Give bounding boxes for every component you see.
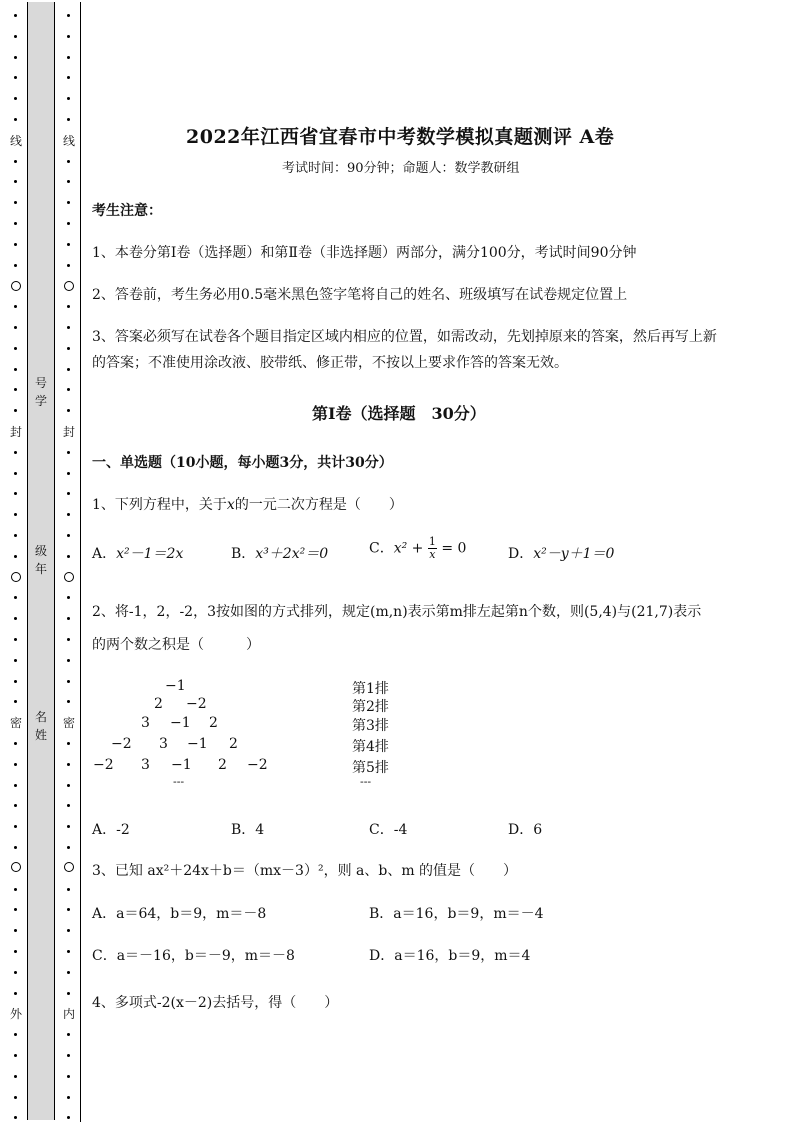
binding-dot [14,347,17,350]
part1-heading: 一、单选题（10小题，每小题3分，共计30分） [92,455,393,471]
binding-dot [67,14,70,17]
binding-dot [67,950,70,953]
inner-circle-3 [64,862,74,872]
triangle-cell: −1 [171,757,192,773]
binding-dot [14,659,17,662]
notice-item-1: 1、本卷分第I卷（选择题）和第Ⅱ卷（非选择题）两部分，满分100分，考试时间90分钟 [92,245,637,261]
binding-dot [14,1054,17,1057]
binding-dot [67,617,70,620]
binding-dot [14,638,17,641]
binding-dot [14,700,17,703]
binding-dot [14,1033,17,1036]
triangle-cell: −2 [247,757,268,773]
binding-line [80,2,81,1122]
triangle-cell: 2 [218,757,227,773]
q3-option-a[interactable]: A．a＝64，b＝9，m＝－8 [92,906,267,922]
binding-dot [67,1054,70,1057]
class-label: 级 年 [34,544,47,576]
binding-dot [67,118,70,121]
binding-dot [14,784,17,787]
binding-dot [14,908,17,911]
outer-dot-column [6,0,26,1123]
binding-dot [67,1116,70,1119]
binding-dot [14,368,17,371]
binding-dot [14,742,17,745]
binding-dot [67,180,70,183]
binding-dot [14,950,17,953]
triangle-cell: 2 [229,736,238,752]
binding-dot [14,888,17,891]
binding-dot [14,97,17,100]
binding-dot [14,388,17,391]
q3-stem: 3、已知 ax²＋24x＋b＝（mx－3）²，则 a、b、m 的值是（ ） [92,863,518,879]
binding-dot [67,763,70,766]
row-label-1: 第1排 [352,681,389,697]
q2-option-b[interactable]: B．4 [231,822,265,838]
inner-mark-mi: 密 [62,716,75,730]
triangle-cell: −2 [93,757,114,773]
binding-dot [67,368,70,371]
binding-dot [67,56,70,59]
row-label-5: 第5排 [352,760,389,776]
triangle-cell: −1 [170,715,191,731]
binding-dot [67,222,70,225]
notice-item-2: 2、答卷前，考生务必用0.5毫米黑色签字笔将自己的姓名、班级填写在试卷规定位置上 [92,287,628,303]
outer-circle-3 [11,862,21,872]
binding-dot [14,1116,17,1119]
inner-circle-1 [64,281,74,291]
binding-dot [67,243,70,246]
binding-dot [67,555,70,558]
binding-dot [67,596,70,599]
q4-stem: 4、多项式-2(x－2)去括号，得（ ） [92,995,339,1011]
binding-dot [14,451,17,454]
binding-dot [14,492,17,495]
binding-dot [14,929,17,932]
binding-dot [14,305,17,308]
binding-dot [67,326,70,329]
binding-dot [67,700,70,703]
binding-dot [14,201,17,204]
outer-mark-xian: 线 [9,134,22,148]
binding-dot [67,264,70,267]
q1-stem [92,494,403,514]
binding-dot [14,409,17,412]
triangle-cell: 2 [209,715,218,731]
q2-option-c[interactable]: C．-4 [369,822,408,838]
inner-mark-xian: 线 [62,134,75,148]
binding-dot [67,1096,70,1099]
binding-dot [67,846,70,849]
binding-dot [14,118,17,121]
row-label-2: 第2排 [352,699,389,715]
binding-dot [67,76,70,79]
binding-dot [67,804,70,807]
outer-mark-wai: 外 [9,1007,22,1021]
outer-circle-2 [11,572,21,582]
binding-dot [14,763,17,766]
q1-fraction: $\frac{1}{x}$ [428,535,436,561]
binding-dot [14,513,17,516]
exam-title: 2022年江西省宜春市中考数学模拟真题测评 A卷 [186,126,615,148]
binding-dot [14,14,17,17]
triangle-cell: 3 [141,715,150,731]
row-label-3: 第3排 [352,718,389,734]
inner-mark-nei: 内 [62,1007,75,1021]
binding-dot [67,513,70,516]
binding-dot [67,388,70,391]
binding-dot [14,243,17,246]
triangle-cell: −1 [165,678,186,694]
binding-dot [67,825,70,828]
triangle-cell: 3 [159,736,168,752]
binding-dot [14,617,17,620]
binding-dot [67,97,70,100]
row-label-4: 第4排 [352,739,389,755]
binding-dot [67,347,70,350]
binding-dot [67,908,70,911]
binding-dot [14,1096,17,1099]
binding-dot [67,638,70,641]
q3-option-c[interactable]: C．a＝－16，b＝－9，m＝－8 [92,948,295,964]
q1-option-c[interactable]: C．x² + $\frac{1}{x}$ = 0 [369,535,467,561]
binding-dot [14,56,17,59]
binding-dot [14,596,17,599]
binding-dot [67,409,70,412]
binding-dot [14,180,17,183]
outer-mark-mi: 密 [9,716,22,730]
binding-dot [14,992,17,995]
triangle-cell: −2 [111,736,132,752]
binding-dot [67,784,70,787]
binding-dot [67,160,70,163]
binding-dot [67,1033,70,1036]
binding-dot [67,305,70,308]
q3-option-b[interactable]: B．a＝16，b＝9，m＝－4 [369,906,544,922]
binding-dot [67,534,70,537]
binding-dot [67,992,70,995]
name-label: 名 姓 [34,710,47,742]
binding-dot [14,825,17,828]
binding-dot [67,492,70,495]
q2-line2: 的两个数之积是（ ） [92,637,260,653]
binding-dot [67,971,70,974]
inner-mark-feng: 封 [62,425,75,439]
q1-stem-a: 1、下列方程中，关于 [92,497,227,513]
q1-var: x [226,497,235,513]
inner-circle-2 [64,572,74,582]
binding-dot [14,35,17,38]
q1-option-a[interactable]: A．x²－1＝2x [92,546,184,562]
binding-dot [67,35,70,38]
triangle-cell: −1 [187,736,208,752]
binding-dot [14,555,17,558]
notice-item-3-line1: 3、答案必须写在试卷各个题目指定区域内相应的位置，如需改动，先划掉原来的答案，然后再写上新 [92,329,717,345]
binding-dot [67,451,70,454]
binding-dot [67,1075,70,1078]
binding-dot [14,222,17,225]
q1-option-d[interactable]: D．x²－y＋1＝0 [508,546,615,562]
q2-line1: 2、将-1，2，-2，3按如图的方式排列，规定(m,n)表示第m排左起第n个数，则(5,4)与(21,7)表示 [92,604,702,620]
notice-item-3-line2: 的答案；不准使用涂改液、胶带纸、修正带，不按以上要求作答的答案无效。 [92,355,568,371]
q2-option-a[interactable]: A．-2 [92,822,130,838]
exam-subtitle: 考试时间：90分钟；命题人：数学教研组 [282,161,520,176]
binding-dot [67,888,70,891]
outer-mark-feng: 封 [9,425,22,439]
section-title: 第I卷（选择题 30分） [312,404,486,423]
binding-dot [67,201,70,204]
binding-dot [67,742,70,745]
triangle-cell: 2 [154,696,163,712]
inner-dot-column [59,0,79,1123]
binding-dot [14,534,17,537]
binding-dot [14,326,17,329]
binding-dot [14,264,17,267]
binding-dot [14,971,17,974]
notice-heading: 考生注意： [92,203,162,219]
triangle-cell: 3 [141,757,150,773]
binding-dot [14,1075,17,1078]
binding-dot [14,160,17,163]
q2-option-d[interactable]: D．6 [508,822,543,838]
binding-dot [67,929,70,932]
binding-dot [67,680,70,683]
binding-margin [0,0,82,1123]
row-label-ellipsis: --- [360,775,372,788]
q3-option-d[interactable]: D．a＝16，b＝9，m＝4 [369,948,531,964]
binding-dot [14,680,17,683]
binding-dot [14,76,17,79]
triangle-ellipsis: --- [173,775,185,788]
outer-circle-1 [11,281,21,291]
q1-option-b[interactable]: B．x³＋2x²＝0 [231,546,329,562]
binding-dot [14,846,17,849]
binding-dot [14,472,17,475]
student-id-label: 号 学 [34,376,47,408]
q1-stem-b: 的一元二次方程是（ ） [234,497,403,513]
binding-dot [14,804,17,807]
triangle-cell: −2 [186,696,207,712]
binding-dot [67,472,70,475]
binding-dot [67,659,70,662]
